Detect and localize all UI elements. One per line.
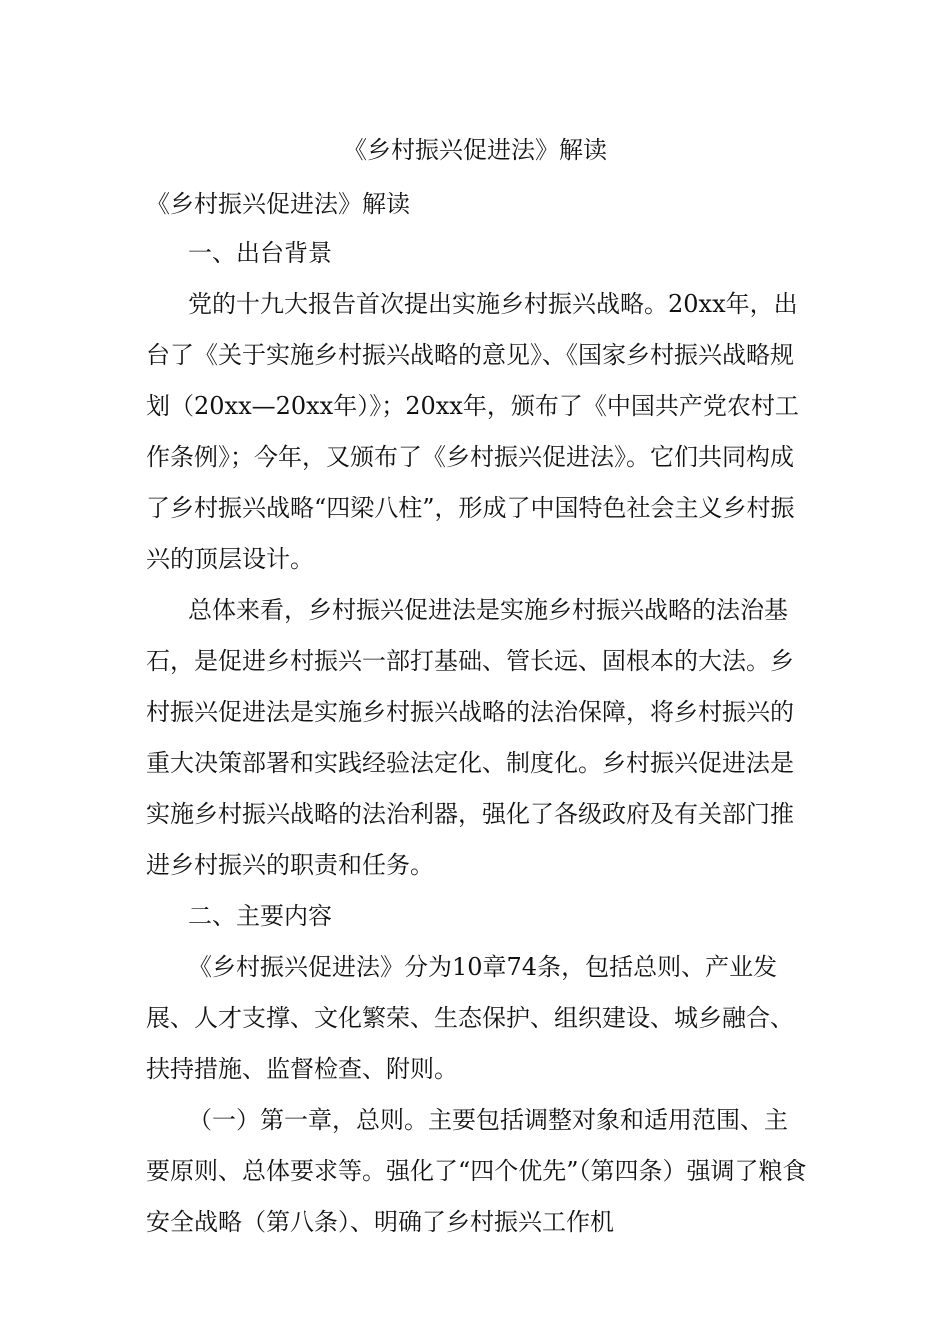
repeated-title-paragraph: 《乡村振兴促进法》解读 bbox=[146, 190, 410, 218]
document-title: 《乡村振兴促进法》解读 bbox=[343, 136, 607, 164]
section-heading-background: 一、出台背景 bbox=[188, 239, 332, 267]
paragraph-structure: 《乡村振兴促进法》分为10章74条，包括总则、产业发展、人才支撑、文化繁荣、生态保护、组织建设、城乡融合、扶持措施、监督检查、附则。 bbox=[146, 953, 794, 1083]
paragraph-overview: 总体来看，乡村振兴促进法是实施乡村振兴战略的法治基石，是促进乡村振兴一部打基础、管长远、固根本的大法。乡村振兴促进法是实施乡村振兴战略的法治保障，将乡村振兴的重大决策部署和实践经验法定化、制度化。乡村振兴促进法是实施乡村振兴战略的法治利器，强化了各级政府及有关部门推进乡村振兴的职责和任务。 bbox=[146, 596, 794, 879]
paragraph-background: 党的十九大报告首次提出实施乡村振兴战略。20xx年，出台了《关于实施乡村振兴战略的意见》、《国家乡村振兴战略规划（20xx—20xx年）》；20xx年，颁布了《中国共产党农村工作条例》；今年，又颁布了《乡村振兴促进法》。它们共同构成了乡村振兴战略“四梁八柱”，形成了中国特色社会主义乡村振兴的顶层设计。 bbox=[146, 290, 799, 573]
paragraph-chapter-one: （一）第一章，总则。主要包括调整对象和适用范围、主要原则、总体要求等。强化了“四个优先”（第四条）强调了粮食安全战略（第八条）、明确了乡村振兴工作机 bbox=[146, 1106, 807, 1236]
document-body bbox=[146, 180, 810, 1248]
section-heading-main-content: 二、主要内容 bbox=[188, 902, 332, 930]
